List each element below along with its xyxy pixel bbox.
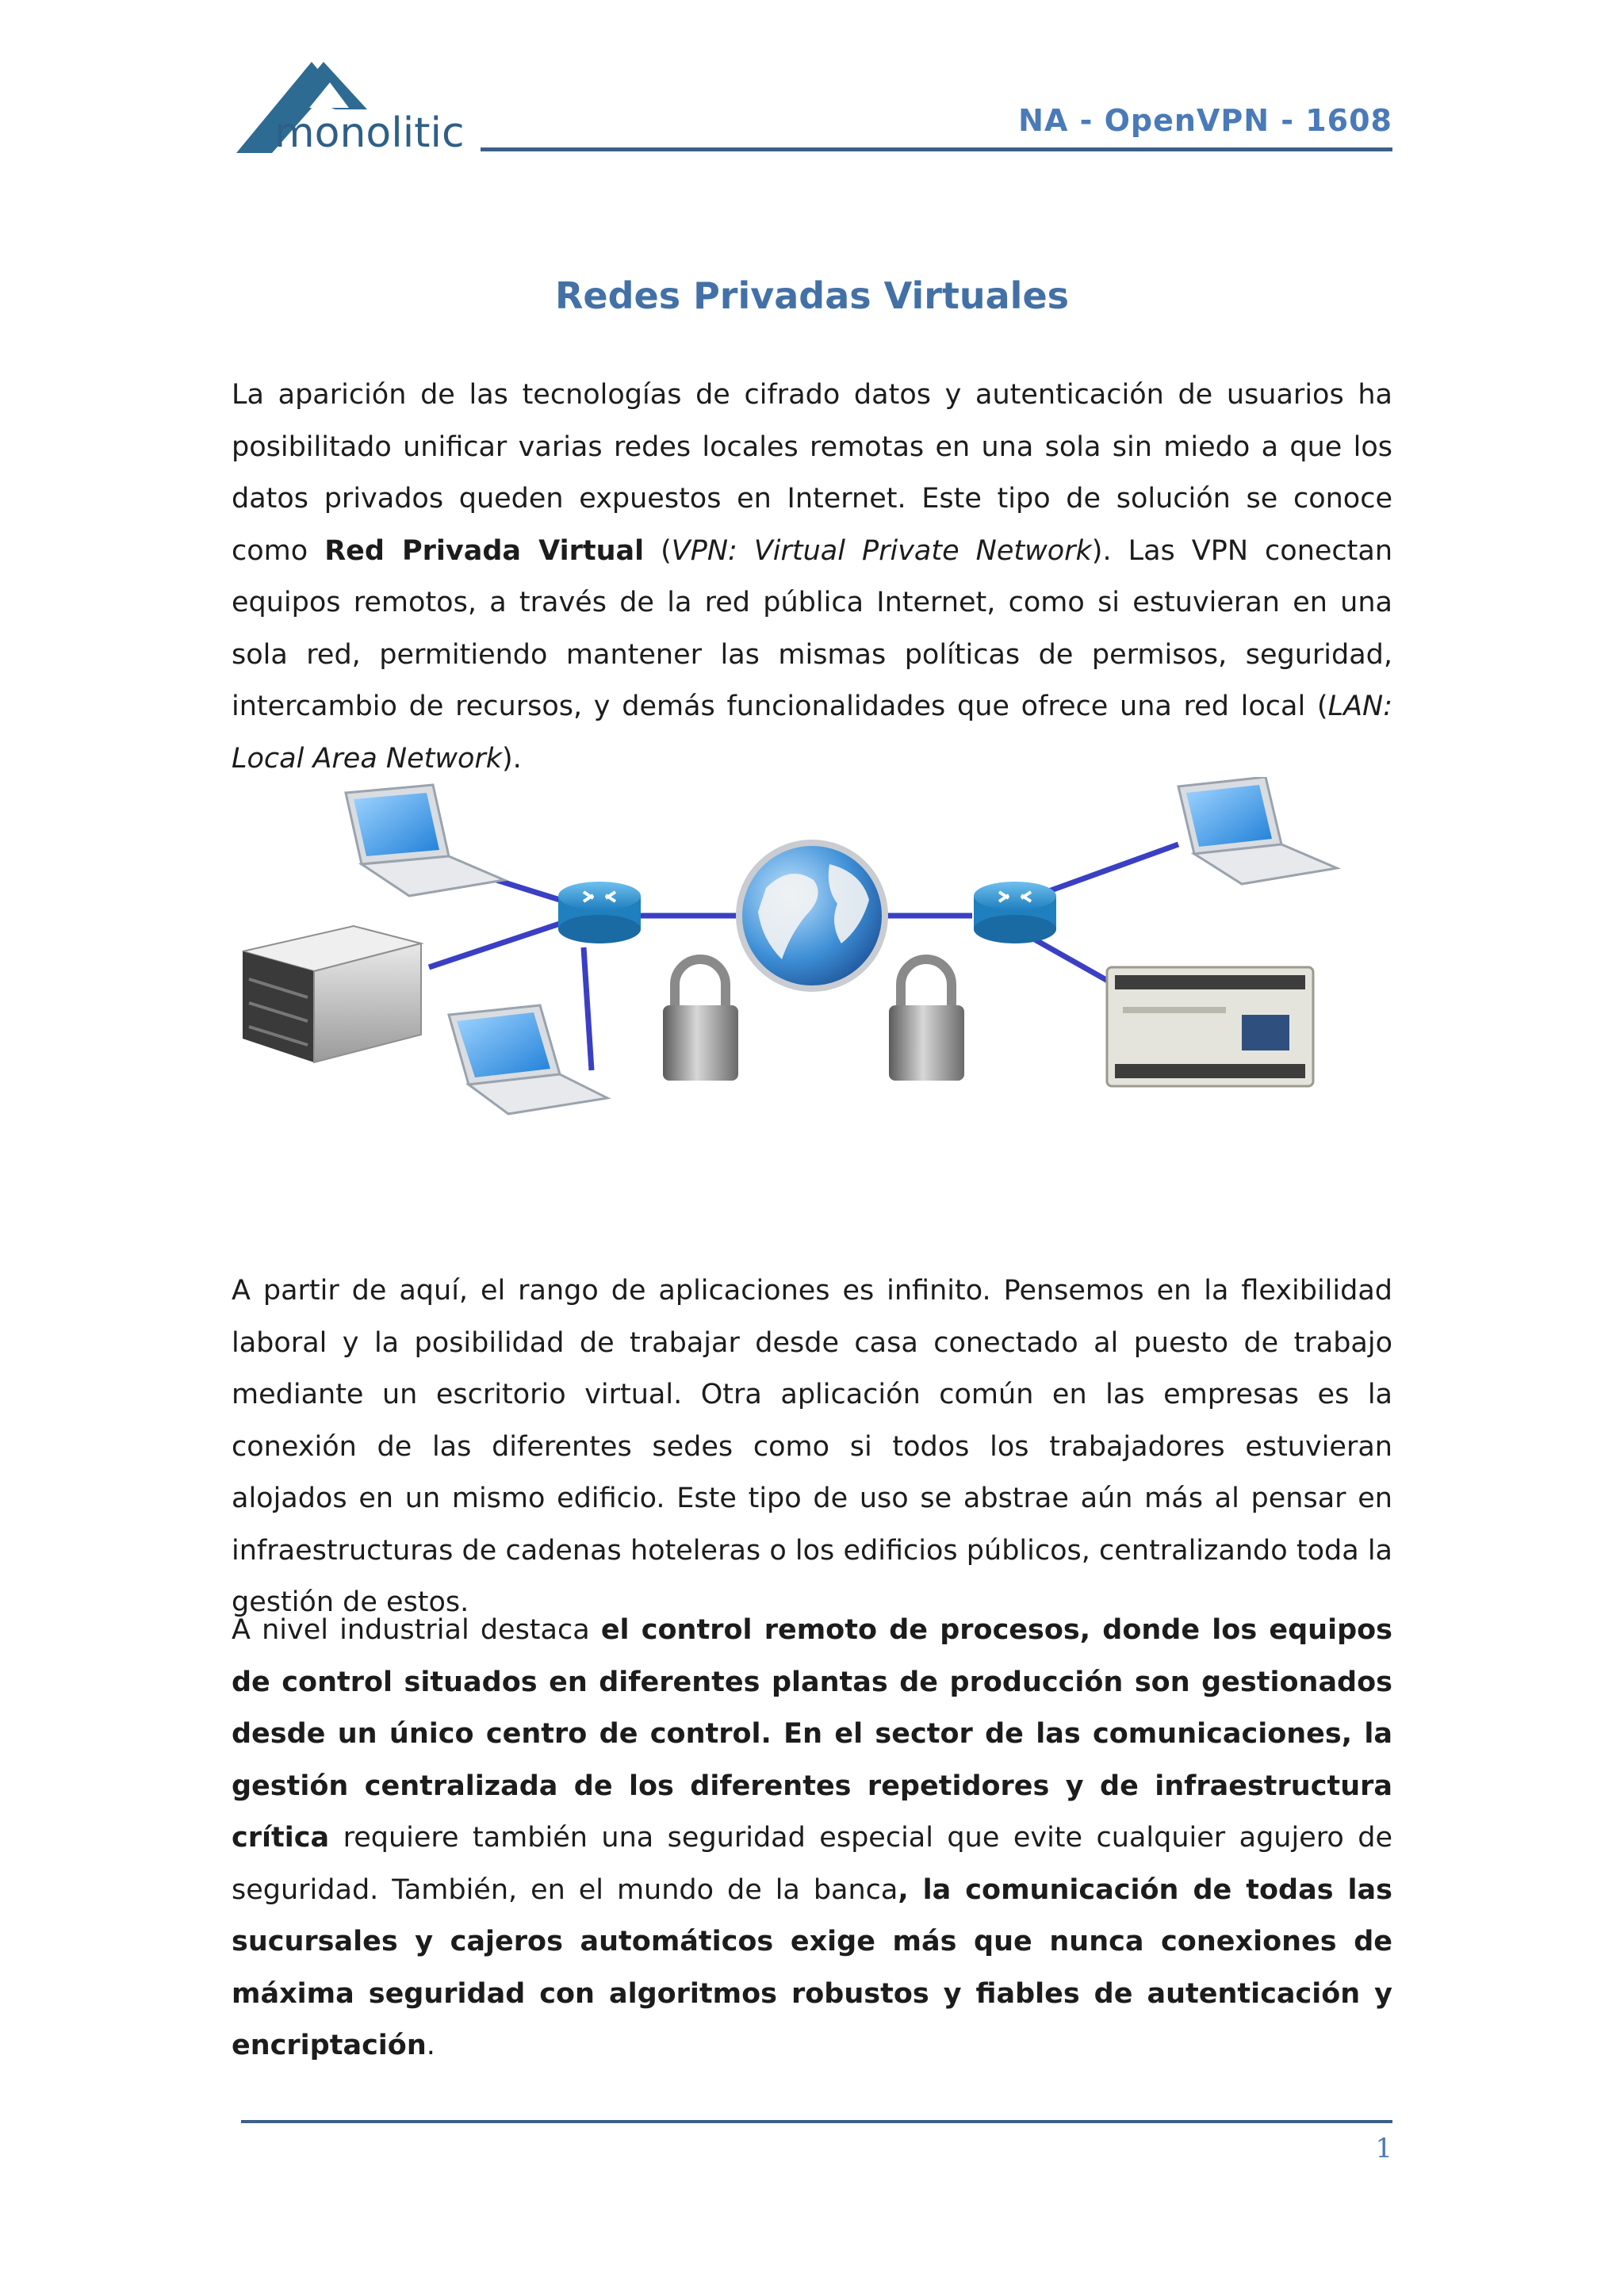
italic-run: LAN: Local Area Network xyxy=(232,691,1392,775)
bold-run: Red Privada Virtual xyxy=(324,534,645,567)
vpn-network-diagram xyxy=(235,777,1345,1142)
page-number: 1 xyxy=(1375,2133,1392,2164)
server-icon xyxy=(243,926,421,1062)
bold-run: , la comunicación de todas las sucursales y cajeros automáticos exige más que nunca conexiones de máxima seguridad con algoritmos robustos y fiables de autenticación y encriptación xyxy=(232,1873,1392,2061)
paragraph-industrial xyxy=(232,1605,1392,2072)
text-run: requiere también una seguridad especial que evite cualquier agujero de seguridad. También, en el mundo de la banca xyxy=(232,1822,1392,1906)
lock-icon xyxy=(889,959,964,1081)
page-title: Redes Privadas Virtuales xyxy=(554,274,1070,317)
laptop-icon xyxy=(449,1005,607,1114)
router-icon xyxy=(974,882,1056,943)
paragraph-applications xyxy=(232,1265,1392,1629)
lock-icon xyxy=(663,959,738,1081)
document-code: NA - OpenVPN - 1608 xyxy=(1018,103,1392,138)
laptop-icon xyxy=(346,785,504,896)
bold-run: el control remoto de procesos, donde los equipos de control situados en diferentes plantas de producción son gestionados desde un único centro de control. En el sector de las comunicaciones, la gestión centralizada de los diferentes repetidores y de infraestructura crítica xyxy=(232,1614,1392,1854)
router-icon xyxy=(558,882,641,943)
text-run: . xyxy=(426,2030,435,2061)
laptop-icon xyxy=(1178,777,1337,884)
header-rule xyxy=(481,147,1392,151)
text-run: La aparición de las tecnologías de cifrado datos y autenticación de usuarios ha posibilitado unificar varias redes locales remotas en una sola sin miedo a que los datos privados queden expuestos en Internet. Este tipo de solución se conoce como xyxy=(232,379,1392,567)
text-run: ). xyxy=(502,742,522,775)
globe-icon xyxy=(739,843,885,989)
text-run: ). Las VPN conectan equipos remotos, a través de la red pública Internet, como si estuvieran en una sola red, permitiendo mantener las mismas políticas de permisos, seguridad, intercambio de recursos, y demás funcionalidades que ofrece una red local ( xyxy=(232,534,1393,722)
text-run: ( xyxy=(644,534,672,567)
footer-rule xyxy=(241,2120,1392,2123)
plc-controller-icon xyxy=(1107,967,1313,1086)
paragraph-intro xyxy=(232,369,1392,785)
logo-text: monolitic xyxy=(274,109,465,157)
italic-run: VPN: Virtual Private Network xyxy=(671,534,1092,567)
text-run: A nivel industrial destaca xyxy=(232,1614,601,1646)
text-run: A partir de aquí, el rango de aplicaciones es infinito. Pensemos en la flexibilidad laboral y la posibilidad de trabajar desde casa conectado al puesto de trabajo mediante un escritorio virtual. Otra aplicación común en las empresas es la conexión de las diferentes sedes como si todos los trabajadores estuvieran alojados en un mismo edificio. Este tipo de uso se abstrae aún más al pensar en infraestructuras de cadenas hoteleras o los edificios públicos, centralizando toda la gestión de estos. xyxy=(232,1275,1392,1618)
